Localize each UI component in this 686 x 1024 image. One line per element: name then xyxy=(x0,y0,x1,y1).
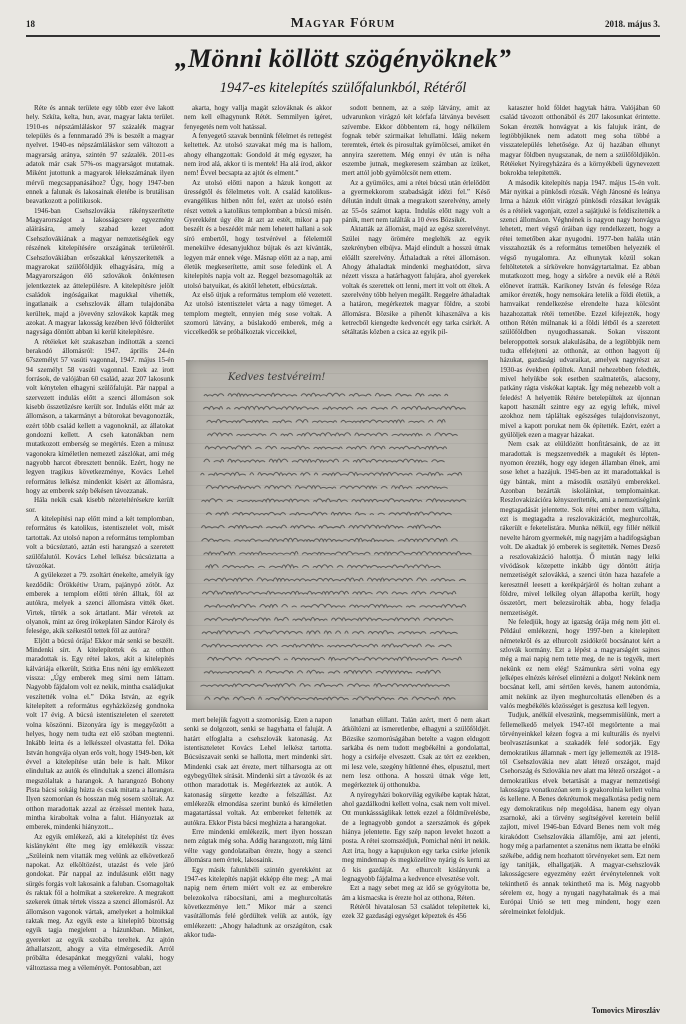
paragraph: Az utolsó előtti napon a házuk kongott az ürességtől és félelmetes volt. A család katolikus-evangélikus hitben nőtt fel, ezért az utolsó estén részt vettek a katolikus templomban a búcsú misén. Gyerekként úgy élte át azt az estét, mikor a pap beszélt és a beszédét már nem lehetett hallani a sok síró embertől, hogy testvérével a félelemtől menekülve édesanyjukhoz bújtak és azt kívánták, legyen már ennek vége. Másnap előtt az a nap, ami életük megkeserítette, amit sose feledünk el. A kitelepítés napja volt az. Reggel bezsomagolták az utolsó batyuikat, és akitől lehetett, elbúcsúztak. xyxy=(184,178,332,290)
column-3-bottom xyxy=(342,716,490,1006)
handwriting-line xyxy=(202,631,462,634)
handwriting-line xyxy=(207,433,457,436)
paragraph: A kitelepítési nap előtt mind a két templomban, református és katolikus, istentisztelet volt, misét tartottak. Az utolsó napon a református templomban volt a búcsúztató, aztán esti harangszó a szeretett szülőfalutól. Kovács Lehel lelkész búcsúztatta a távozókat. xyxy=(26,515,174,570)
handwriting-line xyxy=(205,446,447,449)
paragraph: Hála nekik csak kisebb nézeteltérésekre került sor. xyxy=(26,496,174,514)
paragraph: Egy másik falunkbéli szintén gyerekként az 1947-es kitelepítés napját ekképp élte meg: „A mai napig nem értem miért volt ez az emberekre belezokolva rábocsítani, ami a meghurcoltatás következménye lett.” Mikor már a szenci vasútállomás felé gördültek velük az autók, így emlékezett: „Ahogy haladtunk az országúton, csak akkor tuda- xyxy=(184,865,332,939)
paragraph: akarta, hogy vallja magát szlováknak és akkor nem kell elhagynunk Rétét. Semmilyen ígéret, fenyegetés nem volt hatással. xyxy=(184,104,332,131)
paragraph: sodott bennem, az a szép látvány, amit az udvarunkon virágzó két kórfafa látványa bevésett szívembe. Ekkor döbbentem rá, hogy nélkülem fognak tebér szirmaikat lehullatni. Idáig nekem teremtek, értek és pirosultak gyümölcsei, amiket én annyira szerettem. Még ennyi év után is néha eszembe jutnak, megkeresem számban az ízüket, mert attól jobb gyümölcsöt nem ettem. xyxy=(342,104,490,178)
handwriting-line xyxy=(204,604,466,607)
handwriting-line xyxy=(203,406,465,409)
handwriting-line xyxy=(201,683,454,686)
paragraph: 1946-ban Csehszlovákia rákényszerítette Magyarországot a lakosságcsere egyezmény aláírására, amely szabad kezet adott Csehszlovákiának a magyar nemzetiségűek egy részének kitelepítésére országának területéről. Csehszlovákiában erőszakkal kényszerítették a magyarokat szülőföldjük elhagyására, míg a Magyarországon élő szlovákok önkéntesen jelentkeztek az áttelepülésre. A kitelepítésre jelölt családok ingóságaikat magukkal vihették, ingatlanaik a csehszlovák állam tulajdonába kerültek, majd a jövevény szlovákok kapták meg azokat. A magyar lakosság kezében lévő földterület nagysága döntött abban ki kerül kitelepítésre. xyxy=(26,206,174,337)
handwriting-line xyxy=(204,578,466,581)
header-rule xyxy=(26,35,660,37)
paragraph: Az egyik emlékező, aki a kitelepítést tíz éves kislányként élte meg így emlékezik vissza: „Szüleink nem vitatták meg velünk az elkövetkező napokat. Az elköltözést, utazást és vele járó gondokat. Pár nappal az indulásunk előtt nagy sürgés forgás volt lakosaink a faluban. Csomagoltak és raktak föl a holmikat a szekerekre. A megrakott szekerek útnak tértek vissza a szenci állomásról. Az állomáson vagonok vártak, amelyeket a holmikkal raktak meg. Az egyik este a kitelepítő bizottság egyik tagja megjelent a házunkban. Minket, gyereket az egyik szobába tereltek. Az ajtón áthallatszott, ahogy a vita elmérgesedik. Arról próbálta édesapánkat meggyőzni valaki, hogy változtassa meg a véleményét. Pontosabban, azt xyxy=(26,832,174,972)
paragraph: Nem csak az elüldözött honfitársaink, de az itt maradottak is megszenvedték a magukét és lépten-nyomon érezték, hogy egy idegen államban élnek, ami sose lehet a hazájuk. 1945-ben az itt maradottakkal is úgy bántak, mint a második osztályú emberekkel. Azonban bezárták iskoláinkat, templomainkat. Reszlovakizációra kényszerítették, ami a nemzetiségünk megtagadását jelentette. Sok rétei ember nem vállalta, ezt is megtagadta a reszlovakizációt, meghurcolták, rákerült e feketelistára. Munka nélkül, egy fillér nélkül nevelte három gyermekét, míg nagyjám a hadifogságban volt. De akadtak jó emberek is segítették. Nemes Dezső a reszlovakizáció halottja. Ő miután nagy lelki vívódások közepette inkább úgy döntött átírja nemzetiségét szlovákká, a szenci útón haza hazafele a keresztnél leesett a kerékpárjáról és holtan zuhant a földre, mivel lelkileg olyan állapotba került, hogy összetört, mert belezsúrolták abba, hogy feladja nemzetiségét. xyxy=(500,440,660,617)
paragraph: A nyíregyházi bokorvilág egyikébe kaptak házat, ahol gazdálkodni kellett volna, csak nem volt mivel. Ott munkássságlikak lettek ezzel a földművelésbe, de a legnagyobb gondot a szerszámok és gépek hiánya jelentette. Egy szép napon levelet hozott a posta. A rétei szomszédjuk, Pomichal néni írt nekik. Azt írta, hogy a kapujukon egy tarka csirke jelenik meg mindennap és megközelítve nyárig és kerni az ő kis gazdáját. Az elhurcolt kislányunk a legnagyobb fájdalma a kedvence elvesztése volt. xyxy=(342,790,490,883)
paragraph: mert belejük fagyott a szomorúság. Ezen a napon senki se dolgozott, senki se hagyhatta el faluját. A határt elfoglalta a csehszlovák katonaság. Az istentiszteletet Kovács Lehel lelkész tartotta. Búcsúszavait senki se hallotta, mert mindenki sírt. Mindenki csak azt érezte, mert túlharsogta az ott egybegyűltek sírását. Mindenki sírt a távozók és az otthon maradottak is. Megérkeztek az autók. A katonaság sürgette kezdte a felszállást. Az emlékezők elmondása szerint bunkó és kíméletlen magatartással voltak. Az embereket feltették az autókra. Ekkor Pista bácsi meghúzta a harangokat. xyxy=(184,716,332,827)
handwriting-line xyxy=(204,459,445,462)
column-4 xyxy=(500,104,660,964)
paragraph: Eljött a búcsú órája! Ekkor már senki se beszélt. Mindenki sírt. A kitelepítettek és az otthon maradottak is. Egy réteí lakos, akit a kitelepítés kálváriája elkerült, Szitka Etus néni így emlékezett vissza: „Úgy emberek meg sírni nem láttam. Nagyobb fájdalom volt ez nekik, mintha családjukat veszítették volna el.” Dóka István, az egyik kitelepített a református egyházközség gondnoka volt 17 évig. A búcsú istentiszteleten el szeretett volna köszönni. Bizonyára így is meggyőzött a helyes, hogy nem tudta ezt elő szóban megtenni. Inkább leírta és a lelkésszel olvastatta fel. Dóka István hongvája olyan erős volt, hogy 1949-ben, két évvel a kitelepítése után bele is halt. Mikor elindultak az autók és elindultak a szenci állomásra megszólaltak a harangok. A harangozó Bohony Pista bácsi sokáig húzta és csak mitatta a harangot. Ilyen szomorúan és hosszan még sosem szóltak. Az otthon maradottak azzal az érzéssel mentek haza, mintha kiraboltak volna a falut. Hiányoztak az emberek, mindenki hiányzott... xyxy=(26,636,174,832)
handwriting-line xyxy=(201,472,462,475)
handwriting-scribbles xyxy=(186,360,488,710)
handwriting-line xyxy=(206,485,448,488)
paragraph: A gyülekezet a 79. zsoltárt énekelte, amelyik így kezdődik: Örökkétiw Uram, pajánypó zötöt. Az emberek a templom előtti térén álltak, föl az autókra, melyek a szenci állomásra vitték őket. Virtek, tűrték a sok ártatlant. Már véretek az olyanok, mint az öreg írókeplaten Sándor Károly és felesége, akik székestől tettek föl az autóra? xyxy=(26,571,174,636)
handwriting-line xyxy=(204,393,452,396)
handwriting-line xyxy=(204,670,441,673)
column-1 xyxy=(26,104,174,1004)
handwriting-line xyxy=(207,419,446,422)
handwriting-line xyxy=(202,538,458,541)
paragraph: Az első útjuk a református templom elé vezetett. Az utolsó istentisztelet várta a nagy tömeget. A templom megtelt, ennyien még sose voltak. A szomorú látvány, a búslakodó emberek, még a viccelkedők se próbálkoztak vicceikkel, xyxy=(184,290,332,337)
handwriting-line xyxy=(202,499,467,502)
handwritten-letter-image xyxy=(186,360,488,710)
paragraph: A második kitelepítés napja 1947. május 15-én volt. Már nyitkai a pünkösdi rózsák. Végh Jánosné és leánya Irma a házuk előtt virágzó pünkösdi rózsákat levágták és a rétéiek vagonjait, ezzel a sajátjuké is feldíszítették a szenci állomáson. Véghnének is nagyon nagy honvágya lehetett, mert végső óráiban úgy rendelkezett, hogy a rétei temetőben akar nyugodni. 1977-ben halála után visszahozták és a református temetőben helyezték el végső nyugalomra. Az elhunytak közül sokan feltöltetetek a sírkövekre honvágytartalmat. Ez abban mutatkozott meg, hogy a sírkőre a nevük elé a Rétéi előnevet írattták. Karikoney István és felesége Róza amikor érezték, hogy nemsokára letelik a földi életük, a hamvaikat rendelkezése elrendelte haza kölcsönt hazahozattak rétéi temetőbe. Ezzel kifejezték, hogy otthon Rétén múlnanak ki a földi létből és a szeretett szülőföldben nyugodhassanak. Sokan visszont beleroppottek sorsuk alakulásába, de a legtöbbjük nem tudta elfelejteni az otthonát, az otthon hagyott új házukat, gazdasági udvaraikat, amelyek nagyrészt az 1930-as években épültek. Annál nehezebben feledték, mivel helyükbe sok esetben szalmatetős, alacsony, patkány rágta viskókat kaptak. Így még nehezebb volt a feledés! A helyettük Rétére betelepültek az újonnan kapott használt szintre egy az egyig lefték, mivel azokhoz nem tápláltak egészséges tulajdonviszonyt, mivel a kapott porukat nem ők építették. Ezért, ezért a gyülöljek ezen a magyar házakat. xyxy=(500,178,660,440)
page-number: 18 xyxy=(26,19,35,29)
paragraph: Ne feledjük, hogy az igazság órája még nem jött el. Például emlékezni, hogy 1997-ben a kitelepített németekről és az elhurcolt zsidókról bocsánatot kért a szlovák kormány. Ezt a lépést a magyarságért sajnos még a mai napig nem tette meg, de ne is tegyék, mert nekünk ez nem elég! Számunkra sérti volna egy jelképes elnézés kérésel elintézni a dolgot! Nekünk nem bocsánat kell, ami sértően kevés, hanem autonómia, amit nekünk az ilyen meghurcoltatás ellenében és a valós megbékélés közösséget is gesztusa kell legyen. xyxy=(500,617,660,710)
handwriting-line xyxy=(204,551,472,554)
handwriting-line xyxy=(202,591,460,594)
paragraph: Aktatták az állomást, majd az egész szerelvényt. Szülei nagy örömére meglelték az egyik szekrényben elbújva. Majd elindult a hosszú útnak előállt szerelvény. Áthaladtak a rétei állomáson. Ahogy áthaladtak mindenki meghatódott, sírva nézett vissza a határhagyott falujára, ahol gyerekek voltak és szerettek ott lenni, mert itt volt ott éltek. A szerelvény több helyen megállt. Reggelre áthaladtak a határon, megérkeztek magyar földre, a szobi állomásra. Bözsike a pihenőt kihasználva a kis ketrecből kiengedte kedvencét egy tarka csirkét. A sétáltatás közben a csica az egyik pil- xyxy=(342,225,490,337)
letter-heading: Kedves testvéreim! xyxy=(228,372,326,383)
handwriting-line xyxy=(206,512,455,515)
handwriting-line xyxy=(202,644,452,647)
masthead: Magyar Fórum xyxy=(290,16,396,31)
article-title: „Mönni köllött szögényöknek” xyxy=(174,44,512,73)
page-header xyxy=(26,16,660,34)
column-3-top xyxy=(342,104,490,354)
handwriting-line xyxy=(201,525,444,528)
paragraph: kataszter hold földet hagytak hátra. Valójában 60 család távozott otthonából és 207 lakosunkat érintette. Sokan érezték honvágyat a kis falujuk iránt, de legtöbbjüknek nem adatott meg soha többé a visszatelepülés lehetősége. Az új hazában elhunyt magyar földben nyugszanak, de nem a szülőföldjükön. Rétéieket Nyíregyházára és a környékbeli ügynevezett bokrokba telepítették. xyxy=(500,104,660,178)
handwriting-line xyxy=(206,565,445,568)
issue-date: 2018. május 3. xyxy=(604,19,660,29)
paragraph: Tudjuk, anélkül elveszünk, megsemmisülünk, mert a fellemelkedő melyek 1947-től megtörtente a mai törvényeinkkel kézen fogva a mi kulturális és nyelvi beolvasztásunkat a szakadék felé sodorják. Egy demokratikus államnak - mert így jellemezték az 1918-tól Csehszlovákia nev alatt létező országot, majd Csehország és Szlovákia nev alatt ma létező országot - a demokratikus elvek betartását a magyar nemzetiségi lakosságra vonatkozóan sem is gyakorolnia kellett volna és kellene. A Benes dekrétumok megalkotása pedig nem egy demokratikus nép megoldása, hanem egy olyan zsarnoké, aki a törvény segítségével keretein belül zajlott, mivel 1946-ban Edvard Benes nem volt még kirakódott Csehszlovákia államfője, ami azt jelenti, hogy még a parlamentet a szenátus nem iktatta be elnöki székébe, addig nem hozhatott törvényeket sem. Ezt nem így tanítják, elhallgatják. A magyar-csehszlovák lakosságcsere egyezmény ezért érvénytelennek volt tekinthető és annak tekinthető ma is. Még nagyobb sérelem ez, hogy a nyugati nagyhatalmak és a mai Európai Unió se tett meg mindent, hogy ezen sérelmeinket feloldjuk. xyxy=(500,711,660,916)
paragraph: Rétéről hivatalosan 53 családot telepítettek ki, ezek 32 gazdasági egységet képeztek és 456 xyxy=(342,902,490,921)
paragraph: lanatban elillant. Talán azért, mert ő nem akart átköltözni az ismeretlenbe, elhagyni a szülőföldjét. Bözsike szomorúságában betelte a vagon eldugott sarkába és nem tudott megbékélni a gondolattal, hogy a csirkéje elveszett. Csak az tért ez ezekben, mi lesz vele, szegény hűtlenné éhes, elpusztul, mert nem lesz otthona. A hosszú útnak vége lett, megérkeztek új otthonukba. xyxy=(342,716,490,790)
paragraph: Az a gyümölcs, ami a rétei búcsú után érlelődött a gyermekkorom szabadságát idézi fel.” Késő délután indult útnak a megrakott szerelvény, amely az 55-ös számot kapta. Indulás előtt nagy volt a pánik, mert nem találták a 10 éves Bözsikét. xyxy=(342,178,490,225)
paragraph: A rétéieket két szakaszban indították a szenci berakodó állomásról: 1947. április 24-én 67személyt 57 vasúti vagonnal, 1947. május 15-én 94 személyt 58 vasúti vagonnal. Ezek az irott források, de valójában 60 család, azaz 207 lakosunk volt kénytelen elhagyni szülőfaluját. Pár nappal a szervezett indulás előtt a szenci állomáson sok kisebb összetűzésre került sor. Indulás előtt már az állomáson, a takarmányt a bútorokat bevagonozták, ezért több család kellett a vagonoknál, az állatokat gondozni kellett. A cseh katonákban nem mutatkozott emberség se megértés. Ezen a mínusz vagonokra kíméletlen nemezetl zászlókat, ami még nagyobb harcot ébresztett bennük. Ezért, hogy ne legyen tragikus következménye, Kovács Lehel református lelkész mindenkit kísért az állomásra, hogy az emberek szép békésen távozzanak. xyxy=(26,337,174,496)
paragraph: Réte és annak területe egy több ezer éve lakott hely. Szkíta, kelta, hun, avar, magyar lakta terület. 1910-es népszámláláskor 97 százalék magyar település és a fennmaradó 3% is beszélt a magyar nyelvet. 1940-es népszámláláskor sem változott a magyarság aránya, szintén 97 százalék. 2011-es adatok már csak 57%-os magyarságot mutatnak. Miként jutottunk a magyarok lélekszámának ilyen mérvű megcsappanásához? Úgy, hogy 1947-ben ennek a falunak és lakosainak életébe is brutálisan beavatkozott a politikusok. xyxy=(26,104,174,206)
handwriting-line xyxy=(204,617,453,620)
author-signature: Tomovics Miroszláv xyxy=(591,1006,660,1015)
article-subtitle: 1947-es kitelepítés szülőfalunkból, Rétéről xyxy=(219,80,467,96)
paragraph: Ezt a nagy sebet meg az idő se gyógyította be, ám a kismacska is érezte hol az otthona, Réten. xyxy=(342,884,490,902)
paragraph: Erre mindenki emlékezik, mert ilyen hosszan nem zúgtak még soha. Addig harangozott, míg látni vélte vagy gondolataiban érezte, hogy a szenci állomásra nem értek, lakosaink. xyxy=(184,828,332,865)
column-2-top xyxy=(184,104,332,354)
handwriting-line xyxy=(205,697,460,700)
column-2-bottom xyxy=(184,716,332,1006)
handwriting-line xyxy=(208,657,466,660)
paragraph: A fenyegető szavak bennünk félelmet és rettegést keltettek. Az utolsó szavakat még ma is hallom, ahogy elhangzottak: Gondold át még egyszer, ha nem írod alá, akkor ti is mentek! Ha alá írod, akkor nem! Évvel becsapta az ajtót és elment.” xyxy=(184,132,332,178)
